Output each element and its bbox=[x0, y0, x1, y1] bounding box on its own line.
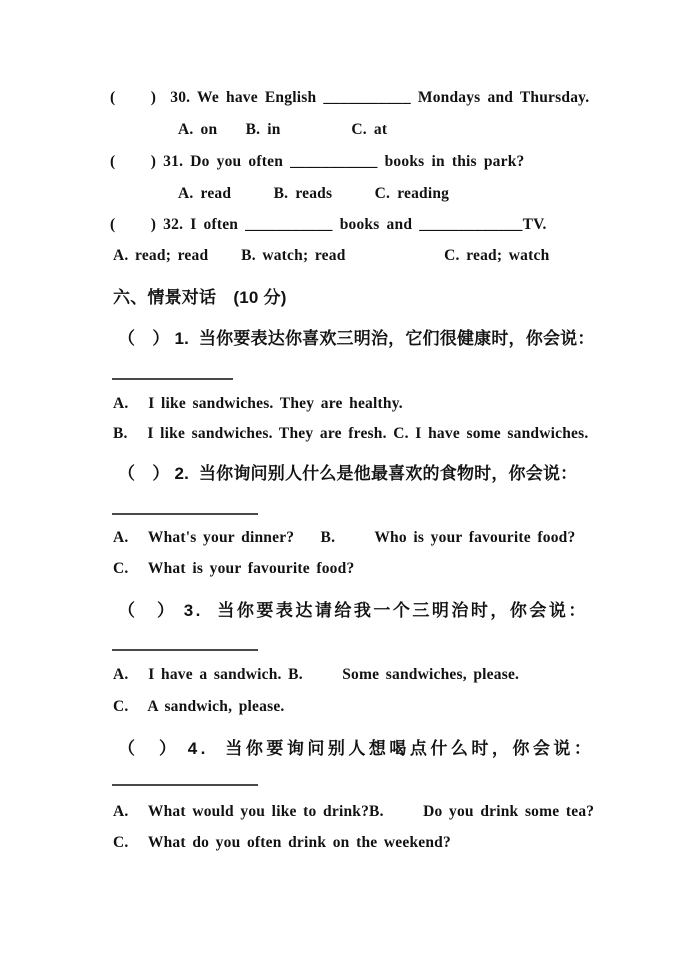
dialogue-q4-line: （ ） 4. 当你要询问别人想喝点什么时，你会说： bbox=[118, 739, 595, 758]
question-32-options: A. read; read B. watch; read C. read; watch bbox=[113, 247, 550, 264]
question-32-line: ( ) 32. I often ___________ books and _____________TV. bbox=[110, 216, 547, 233]
answer-blank-line-3 bbox=[112, 649, 258, 651]
answer-blank-line-1 bbox=[112, 378, 233, 380]
dialogue-q4-option-ab: A. What would you like to drink?B. Do you drink some tea? bbox=[113, 803, 595, 820]
dialogue-q2-option-ab: A. What's your dinner? B. Who is your favourite food? bbox=[113, 529, 576, 546]
dialogue-q3-option-c: C. A sandwich, please. bbox=[113, 698, 285, 715]
question-30-options: A. on B. in C. at bbox=[178, 121, 388, 138]
answer-blank-line-2 bbox=[112, 513, 258, 515]
dialogue-q2-line: （ ） 2. 当你询问别人什么是他最喜欢的食物时，你会说： bbox=[118, 464, 578, 483]
dialogue-q3-option-ab: A. I have a sandwich. B. Some sandwiches, please. bbox=[113, 666, 520, 683]
question-30-line: ( ) 30. We have English ___________ Mondays and Thursday. bbox=[110, 89, 590, 106]
question-31-options: A. read B. reads C. reading bbox=[178, 185, 450, 202]
dialogue-q2-option-c: C. What is your favourite food? bbox=[113, 560, 355, 577]
dialogue-q1-line: （ ） 1. 当你要表达你喜欢三明治，它们很健康时，你会说： bbox=[118, 329, 595, 348]
dialogue-q4-option-c: C. What do you often drink on the weekend? bbox=[113, 834, 451, 851]
dialogue-q1-option-a: A. I like sandwiches. They are healthy. bbox=[113, 395, 403, 412]
section-heading: 六、情景对话 (10 分) bbox=[113, 288, 287, 307]
question-31-line: ( ) 31. Do you often ___________ books in this park? bbox=[110, 153, 525, 170]
dialogue-q1-option-bc: B. I like sandwiches. They are fresh. C. I have some sandwiches. bbox=[113, 425, 589, 442]
dialogue-q3-line: （ ） 3. 当你要表达请给我一个三明治时，你会说： bbox=[118, 601, 588, 620]
answer-blank-line-4 bbox=[112, 784, 258, 786]
